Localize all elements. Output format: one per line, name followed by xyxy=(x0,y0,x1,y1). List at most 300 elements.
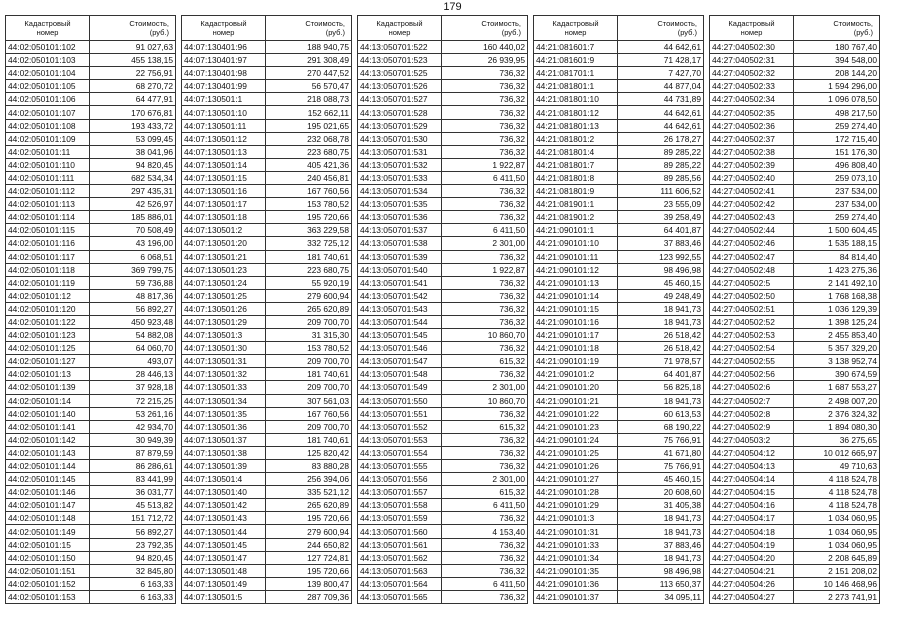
table-row xyxy=(710,106,880,119)
cadastral-value: 6 411,50 xyxy=(442,224,528,237)
cadastral-number: 44:02:050101:115 xyxy=(6,224,90,237)
cadastral-number: 44:13:050701:529 xyxy=(358,119,442,132)
table-row xyxy=(710,302,880,315)
cadastral-value: 53 261,16 xyxy=(90,407,176,420)
cadastral-number: 44:02:050101:153 xyxy=(6,590,90,603)
table-row xyxy=(534,171,704,184)
cadastral-value: 18 941,73 xyxy=(618,315,704,328)
cadastral-value: 736,32 xyxy=(442,67,528,80)
table-row xyxy=(182,538,352,551)
cadastral-value: 37 883,46 xyxy=(618,538,704,551)
cadastral-value: 237 534,00 xyxy=(794,185,880,198)
cadastral-value: 94 820,45 xyxy=(90,551,176,564)
table-row xyxy=(710,171,880,184)
cadastral-number: 44:13:050701:547 xyxy=(358,355,442,368)
cadastral-number: 44:02:050101:116 xyxy=(6,237,90,250)
cadastral-value: 195 021,65 xyxy=(266,119,352,132)
table-row xyxy=(710,512,880,525)
cadastral-number: 44:02:050101:11 xyxy=(6,145,90,158)
table-row xyxy=(710,446,880,459)
cadastral-number: 44:07:130501:10 xyxy=(182,106,266,119)
cadastral-table-5 xyxy=(709,15,880,604)
table-row xyxy=(358,499,528,512)
cadastral-number: 44:02:050101:103 xyxy=(6,54,90,67)
table-row xyxy=(6,381,176,394)
table-row xyxy=(358,394,528,407)
cadastral-value: 44 877,04 xyxy=(618,80,704,93)
table-row xyxy=(6,355,176,368)
cadastral-table-4 xyxy=(533,15,704,604)
cadastral-value: 64 060,70 xyxy=(90,342,176,355)
table-row xyxy=(358,302,528,315)
cadastral-number: 44:13:050701:530 xyxy=(358,132,442,145)
cadastral-value: 223 680,75 xyxy=(266,263,352,276)
table-row xyxy=(534,54,704,67)
cadastral-value: 307 561,03 xyxy=(266,394,352,407)
cadastral-value: 172 715,40 xyxy=(794,132,880,145)
cadastral-number: 44:13:050701:550 xyxy=(358,394,442,407)
cadastral-number: 44:02:050101:127 xyxy=(6,355,90,368)
cadastral-number: 44:21:081801:13 xyxy=(534,119,618,132)
cadastral-number: 44:27:040503:2 xyxy=(710,433,794,446)
table-row xyxy=(182,119,352,132)
cadastral-value: 291 308,49 xyxy=(266,54,352,67)
cadastral-value: 56 892,27 xyxy=(90,525,176,538)
cadastral-value: 405 421,36 xyxy=(266,158,352,171)
table-row xyxy=(358,211,528,224)
cadastral-number: 44:27:040502:30 xyxy=(710,41,794,54)
cadastral-number: 44:13:050701:522 xyxy=(358,41,442,54)
cadastral-value: 615,32 xyxy=(442,486,528,499)
table-row xyxy=(6,512,176,525)
cadastral-number: 44:13:050701:532 xyxy=(358,158,442,171)
table-row xyxy=(534,119,704,132)
cadastral-number: 44:02:050101:150 xyxy=(6,551,90,564)
cadastral-value: 256 394,06 xyxy=(266,473,352,486)
cadastral-value: 98 496,98 xyxy=(618,263,704,276)
cadastral-value: 64 401,87 xyxy=(618,368,704,381)
cadastral-number: 44:21:090101:13 xyxy=(534,276,618,289)
table-row xyxy=(358,171,528,184)
cadastral-value: 152 662,11 xyxy=(266,106,352,119)
cadastral-number: 44:07:130501:2 xyxy=(182,224,266,237)
cadastral-number: 44:02:050101:139 xyxy=(6,381,90,394)
cadastral-number: 44:13:050701:546 xyxy=(358,342,442,355)
cadastral-value: 42 526,97 xyxy=(90,198,176,211)
table-row xyxy=(6,158,176,171)
cadastral-value: 4 153,40 xyxy=(442,525,528,538)
table-row xyxy=(534,525,704,538)
cadastral-number: 44:21:090101:33 xyxy=(534,538,618,551)
cadastral-number: 44:02:050101:146 xyxy=(6,486,90,499)
cadastral-number: 44:27:040502:44 xyxy=(710,224,794,237)
cadastral-value: 223 680,75 xyxy=(266,145,352,158)
cadastral-value: 22 756,91 xyxy=(90,67,176,80)
cadastral-value: 89 285,22 xyxy=(618,158,704,171)
cadastral-value: 153 780,52 xyxy=(266,342,352,355)
table-row xyxy=(534,551,704,564)
cadastral-value: 736,32 xyxy=(442,119,528,132)
cadastral-number: 44:21:081801:8 xyxy=(534,171,618,184)
cadastral-value: 736,32 xyxy=(442,315,528,328)
cadastral-number: 44:21:090101:20 xyxy=(534,381,618,394)
value-header: Стоимость, (руб.) xyxy=(266,16,352,41)
table-row xyxy=(710,407,880,420)
cadastral-value: 297 435,31 xyxy=(90,185,176,198)
table-row xyxy=(182,54,352,67)
cadastral-number: 44:27:040502:52 xyxy=(710,315,794,328)
table-row xyxy=(534,41,704,54)
cadastral-value: 18 941,73 xyxy=(618,394,704,407)
cadastral-number: 44:07:130501:13 xyxy=(182,145,266,158)
table-row xyxy=(6,289,176,302)
cadastral-value: 736,32 xyxy=(442,460,528,473)
cadastral-number: 44:13:050701:527 xyxy=(358,93,442,106)
cadastral-value: 270 447,52 xyxy=(266,67,352,80)
cadastral-number: 44:02:050101:119 xyxy=(6,276,90,289)
cadastral-number: 44:13:050701:540 xyxy=(358,263,442,276)
cadastral-number: 44:27:040502:48 xyxy=(710,263,794,276)
table-row xyxy=(6,198,176,211)
cadastral-number: 44:02:050101:125 xyxy=(6,342,90,355)
cadastral-number: 44:07:130501:12 xyxy=(182,132,266,145)
cadastral-value: 23 792,35 xyxy=(90,538,176,551)
table-row xyxy=(534,132,704,145)
cadastral-value: 41 671,80 xyxy=(618,446,704,459)
cadastral-value: 6 411,50 xyxy=(442,171,528,184)
cadastral-value: 181 740,61 xyxy=(266,368,352,381)
cadastral-number: 44:02:050101:120 xyxy=(6,302,90,315)
table-row xyxy=(6,368,176,381)
value-header: Стоимость, (руб.) xyxy=(794,16,880,41)
table-row xyxy=(710,315,880,328)
cadastral-value: 68 270,72 xyxy=(90,80,176,93)
cadastral-number: 44:21:081801:4 xyxy=(534,145,618,158)
cadastral-number: 44:07:130501:37 xyxy=(182,433,266,446)
cadastral-number-header: Кадастровый номер xyxy=(6,16,90,41)
cadastral-value: 113 650,37 xyxy=(618,577,704,590)
cadastral-value: 123 992,55 xyxy=(618,250,704,263)
cadastral-number: 44:27:040504:17 xyxy=(710,512,794,525)
table-row xyxy=(182,329,352,342)
cadastral-number: 44:13:050701:544 xyxy=(358,315,442,328)
table-row xyxy=(6,171,176,184)
cadastral-value: 2 498 007,20 xyxy=(794,394,880,407)
table-row xyxy=(182,93,352,106)
cadastral-value: 450 923,48 xyxy=(90,315,176,328)
table-row xyxy=(182,211,352,224)
cadastral-number: 44:27:040502:9 xyxy=(710,420,794,433)
cadastral-number: 44:13:050701:558 xyxy=(358,499,442,512)
cadastral-value: 736,32 xyxy=(442,407,528,420)
cadastral-number: 44:07:130501:14 xyxy=(182,158,266,171)
table-row xyxy=(710,237,880,250)
cadastral-value: 56 825,18 xyxy=(618,381,704,394)
table-row xyxy=(358,54,528,67)
cadastral-number: 44:21:090101:37 xyxy=(534,590,618,603)
cadastral-value: 218 088,73 xyxy=(266,93,352,106)
cadastral-value: 38 041,96 xyxy=(90,145,176,158)
cadastral-value: 60 613,53 xyxy=(618,407,704,420)
table-row xyxy=(182,446,352,459)
table-row xyxy=(6,407,176,420)
cadastral-value: 72 215,25 xyxy=(90,394,176,407)
cadastral-number: 44:27:040504:18 xyxy=(710,525,794,538)
table-row xyxy=(358,512,528,525)
cadastral-value: 2 273 741,91 xyxy=(794,590,880,603)
cadastral-value: 153 780,52 xyxy=(266,198,352,211)
cadastral-value: 4 118 524,78 xyxy=(794,499,880,512)
table-row xyxy=(710,368,880,381)
cadastral-table-3 xyxy=(357,15,528,604)
cadastral-number: 44:13:050701:564 xyxy=(358,577,442,590)
table-row xyxy=(182,41,352,54)
cadastral-value: 6 411,50 xyxy=(442,499,528,512)
table-row xyxy=(182,512,352,525)
table-row xyxy=(534,106,704,119)
table-header-row xyxy=(182,16,352,41)
cadastral-number: 44:13:050701:523 xyxy=(358,54,442,67)
cadastral-value: 6 163,33 xyxy=(90,590,176,603)
cadastral-number: 44:13:050701:525 xyxy=(358,67,442,80)
table-row xyxy=(6,263,176,276)
cadastral-number: 44:27:040504:21 xyxy=(710,564,794,577)
cadastral-value: 2 141 492,10 xyxy=(794,276,880,289)
cadastral-number: 44:21:090101:11 xyxy=(534,250,618,263)
cadastral-value: 18 941,73 xyxy=(618,302,704,315)
cadastral-number: 44:13:050701:535 xyxy=(358,198,442,211)
cadastral-number: 44:21:081801:1 xyxy=(534,80,618,93)
cadastral-number: 44:02:050101:14 xyxy=(6,394,90,407)
cadastral-value: 49 248,49 xyxy=(618,289,704,302)
cadastral-value: 86 286,61 xyxy=(90,460,176,473)
cadastral-number: 44:02:050101:145 xyxy=(6,473,90,486)
cadastral-value: 455 138,15 xyxy=(90,54,176,67)
cadastral-value: 26 518,42 xyxy=(618,329,704,342)
cadastral-value: 736,32 xyxy=(442,289,528,302)
cadastral-value: 54 882,08 xyxy=(90,329,176,342)
cadastral-number: 44:13:050701:543 xyxy=(358,302,442,315)
cadastral-number: 44:07:130501:5 xyxy=(182,590,266,603)
cadastral-value: 44 642,61 xyxy=(618,41,704,54)
table-row xyxy=(710,473,880,486)
cadastral-number: 44:27:040502:34 xyxy=(710,93,794,106)
table-row xyxy=(710,41,880,54)
cadastral-number: 44:27:040502:37 xyxy=(710,132,794,145)
cadastral-value: 335 521,12 xyxy=(266,486,352,499)
cadastral-value: 498 217,50 xyxy=(794,106,880,119)
table-row xyxy=(358,132,528,145)
table-row xyxy=(710,433,880,446)
cadastral-number: 44:07:130501:20 xyxy=(182,237,266,250)
table-row xyxy=(182,355,352,368)
table-row xyxy=(182,342,352,355)
cadastral-number: 44:27:040502:56 xyxy=(710,368,794,381)
table-row xyxy=(6,499,176,512)
cadastral-value: 240 456,81 xyxy=(266,171,352,184)
cadastral-value: 151 712,72 xyxy=(90,512,176,525)
table-row xyxy=(358,473,528,486)
table-row xyxy=(710,564,880,577)
cadastral-value: 6 163,33 xyxy=(90,577,176,590)
cadastral-value: 160 440,02 xyxy=(442,41,528,54)
table-header-row xyxy=(358,16,528,41)
cadastral-value: 45 460,15 xyxy=(618,276,704,289)
cadastral-number: 44:27:040502:39 xyxy=(710,158,794,171)
table-row xyxy=(534,237,704,250)
cadastral-number: 44:07:130501:29 xyxy=(182,315,266,328)
table-row xyxy=(182,460,352,473)
table-row xyxy=(534,577,704,590)
cadastral-number: 44:02:050101:123 xyxy=(6,329,90,342)
table-row xyxy=(534,499,704,512)
table-row xyxy=(710,590,880,603)
cadastral-value: 167 760,56 xyxy=(266,407,352,420)
cadastral-value: 10 146 468,96 xyxy=(794,577,880,590)
cadastral-number: 44:07:130501:43 xyxy=(182,512,266,525)
cadastral-number: 44:02:050101:106 xyxy=(6,93,90,106)
cadastral-value: 265 620,89 xyxy=(266,499,352,512)
table-row xyxy=(358,185,528,198)
table-row xyxy=(182,381,352,394)
cadastral-number: 44:27:040504:26 xyxy=(710,577,794,590)
table-row xyxy=(6,185,176,198)
cadastral-number: 44:27:040502:50 xyxy=(710,289,794,302)
cadastral-number: 44:21:090101:26 xyxy=(534,460,618,473)
table-row xyxy=(6,302,176,315)
cadastral-value: 736,32 xyxy=(442,106,528,119)
cadastral-number-header: Кадастровый номер xyxy=(182,16,266,41)
table-row xyxy=(182,67,352,80)
table-row xyxy=(534,446,704,459)
table-row xyxy=(710,158,880,171)
table-row xyxy=(358,486,528,499)
cadastral-number: 44:13:050701:533 xyxy=(358,171,442,184)
cadastral-value: 56 570,47 xyxy=(266,80,352,93)
table-row xyxy=(358,407,528,420)
cadastral-value: 6 411,50 xyxy=(442,577,528,590)
table-row xyxy=(6,525,176,538)
cadastral-number: 44:21:081801:12 xyxy=(534,106,618,119)
cadastral-number: 44:02:050101:108 xyxy=(6,119,90,132)
cadastral-number: 44:07:130401:96 xyxy=(182,41,266,54)
cadastral-table-2 xyxy=(181,15,352,604)
cadastral-value: 736,32 xyxy=(442,551,528,564)
value-header: Стоимость, (руб.) xyxy=(90,16,176,41)
table-row xyxy=(534,473,704,486)
table-row xyxy=(358,460,528,473)
table-row xyxy=(710,577,880,590)
cadastral-value: 195 720,66 xyxy=(266,512,352,525)
cadastral-value: 5 357 329,20 xyxy=(794,342,880,355)
table-row xyxy=(534,407,704,420)
cadastral-value: 167 760,56 xyxy=(266,185,352,198)
table-row xyxy=(6,93,176,106)
cadastral-value: 59 736,88 xyxy=(90,276,176,289)
cadastral-number: 44:27:040504:19 xyxy=(710,538,794,551)
table-row xyxy=(182,302,352,315)
cadastral-value: 83 441,99 xyxy=(90,473,176,486)
cadastral-number: 44:07:130501:39 xyxy=(182,460,266,473)
table-row xyxy=(358,420,528,433)
table-row xyxy=(6,211,176,224)
table-row xyxy=(182,433,352,446)
cadastral-value: 1 423 275,36 xyxy=(794,263,880,276)
cadastral-value: 53 099,45 xyxy=(90,132,176,145)
table-row xyxy=(182,289,352,302)
table-row xyxy=(6,315,176,328)
table-row xyxy=(534,433,704,446)
cadastral-value: 23 555,09 xyxy=(618,198,704,211)
table-row xyxy=(358,67,528,80)
table-row xyxy=(534,302,704,315)
cadastral-number: 44:27:040502:40 xyxy=(710,171,794,184)
table-row xyxy=(358,145,528,158)
cadastral-number: 44:07:130501:4 xyxy=(182,473,266,486)
cadastral-number: 44:27:040502:54 xyxy=(710,342,794,355)
cadastral-number: 44:02:050101:107 xyxy=(6,106,90,119)
cadastral-value: 42 934,70 xyxy=(90,420,176,433)
value-header: Стоимость, (руб.) xyxy=(442,16,528,41)
table-row xyxy=(710,460,880,473)
cadastral-number: 44:27:040502:36 xyxy=(710,119,794,132)
cadastral-value: 1 096 078,50 xyxy=(794,93,880,106)
cadastral-number: 44:02:050101:104 xyxy=(6,67,90,80)
cadastral-value: 369 799,75 xyxy=(90,263,176,276)
cadastral-number: 44:02:050101:144 xyxy=(6,460,90,473)
table-row xyxy=(534,460,704,473)
cadastral-number: 44:27:040504:14 xyxy=(710,473,794,486)
cadastral-value: 4 118 524,78 xyxy=(794,473,880,486)
table-row xyxy=(358,263,528,276)
cadastral-number: 44:02:050101:109 xyxy=(6,132,90,145)
table-row xyxy=(182,171,352,184)
cadastral-value: 18 941,73 xyxy=(618,551,704,564)
cadastral-value: 111 606,52 xyxy=(618,185,704,198)
cadastral-number: 44:27:040502:42 xyxy=(710,198,794,211)
cadastral-number: 44:21:081601:7 xyxy=(534,41,618,54)
cadastral-value: 55 920,19 xyxy=(266,276,352,289)
cadastral-number: 44:21:081601:9 xyxy=(534,54,618,67)
cadastral-value: 68 190,22 xyxy=(618,420,704,433)
cadastral-value: 232 068,78 xyxy=(266,132,352,145)
cadastral-value: 151 176,30 xyxy=(794,145,880,158)
cadastral-value: 736,32 xyxy=(442,198,528,211)
cadastral-number: 44:21:090101:35 xyxy=(534,564,618,577)
cadastral-number: 44:07:130501:42 xyxy=(182,499,266,512)
table-row xyxy=(6,106,176,119)
table-row xyxy=(358,315,528,328)
cadastral-number: 44:27:040502:51 xyxy=(710,302,794,315)
cadastral-number: 44:21:090101:10 xyxy=(534,237,618,250)
cadastral-number: 44:27:040502:6 xyxy=(710,381,794,394)
table-row xyxy=(534,342,704,355)
table-row xyxy=(182,577,352,590)
cadastral-value: 10 860,70 xyxy=(442,329,528,342)
cadastral-value: 18 941,73 xyxy=(618,525,704,538)
table-row xyxy=(182,185,352,198)
cadastral-value: 26 939,95 xyxy=(442,54,528,67)
cadastral-number: 44:02:050101:114 xyxy=(6,211,90,224)
cadastral-number: 44:02:050101:152 xyxy=(6,577,90,590)
cadastral-value: 493,07 xyxy=(90,355,176,368)
cadastral-value: 91 027,63 xyxy=(90,41,176,54)
table-row xyxy=(6,119,176,132)
cadastral-number: 44:21:081901:2 xyxy=(534,211,618,224)
cadastral-number: 44:27:040504:12 xyxy=(710,446,794,459)
cadastral-number: 44:07:130501:23 xyxy=(182,263,266,276)
cadastral-value: 287 709,36 xyxy=(266,590,352,603)
